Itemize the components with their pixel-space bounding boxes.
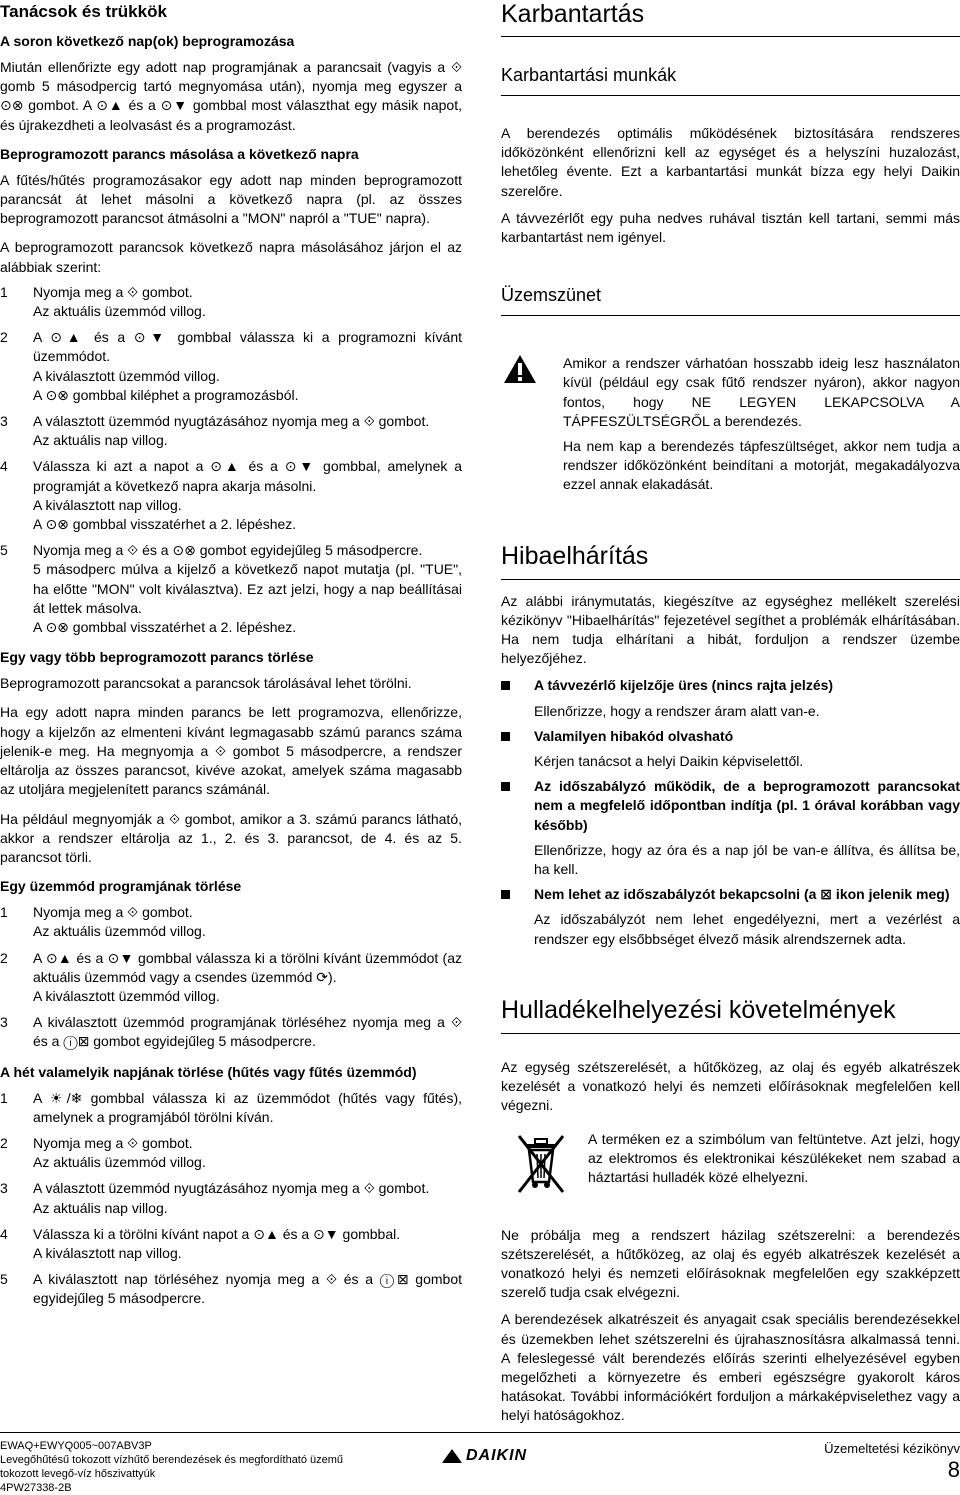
bullet-square-icon (501, 681, 510, 690)
bullet-square-icon (501, 732, 510, 741)
daikin-logo (442, 1447, 527, 1465)
troubleshooting-item-text: Ellenőrizze, hogy az óra és a nap jól be van-e állítva, és állítsa be, ha kell. (534, 841, 960, 878)
footer-desc-1: Levegőhűtésű tokozott vízhűtő berendezések és megfordítható üzemű (0, 1454, 344, 1466)
step-line: A kiválasztott üzemmód villog. (33, 987, 220, 1004)
footer-desc-2: tokozott levegő-víz hőszivattyúk (0, 1468, 156, 1480)
daikin-logo-mark (442, 1449, 462, 1463)
step-line: Nyomja meg a ⟐ gombot. (33, 904, 193, 921)
step-line: A ⊙⊗ gombbal visszatérhet a 2. lépéshez. (33, 619, 297, 636)
step-line: 5 másodperc múlva a kijelző a következő napot mutatja (pl. "TUE", ha előtte "MON" volt kiválasztva). Ez azt jelzi, hogy a nap beállításai át lettek másolva. (33, 561, 462, 616)
step-number: 4 (0, 458, 8, 475)
step-line: Az aktuális nap villog. (33, 432, 168, 449)
disposal-text-2: Ne próbálja meg a rendszert házilag szétszerelni: a berendezés szétszerelését, a hűtőközeg, az olaj és egyéb alkatrészek kezelését a vonatkozó helyi és nemzeti előírásoknak megfelelően egy szakképzett szerelő tudja csak elvégezni. (501, 1226, 960, 1301)
step-item (0, 283, 462, 321)
troubleshooting-item-title: Valamilyen hibakód olvasható (534, 727, 734, 744)
next-day-programming-heading: A soron következő nap(ok) beprogramozása (0, 33, 295, 49)
step-line: Az aktuális üzemmód villog. (33, 923, 206, 940)
step-line: Az aktuális üzemmód villog. (33, 303, 206, 320)
step-line: A kiválasztott nap villog. (33, 496, 182, 513)
troubleshooting-text: Az alábbi iránymutatás, kiegészítve az egységhez mellékelt szerelési kézikönyv "Hibaelhárítás" fejezetével segíthet a problémák elhárításában. Ha nem tudja elhárítani a hibát, forduljon a rendszer üzembe helyezőjéhez. (501, 592, 960, 667)
tips-title: Tanácsok és trükkök (0, 2, 167, 21)
step-item (0, 328, 462, 405)
maintenance-text-1: A berendezés optimális működésének biztosítására rendszeres időközönként ellenőrizni kell az egységet és a helyszíni huzalozást, lehetőleg évente. Ezt a karbantartási munkát bízza egy helyi Daikin szerelőre. (501, 125, 960, 199)
troubleshooting-item-text: Ellenőrizze, hogy a rendszer áram alatt van-e. (534, 702, 820, 719)
step-number: 1 (0, 904, 8, 921)
bullet-square-icon (501, 782, 510, 791)
step-line: Nyomja meg a ⟐ és a ⊙⊗ gombot egyidejűleg 5 másodpercre. (33, 542, 423, 559)
step-item (0, 457, 462, 534)
step-item (0, 1134, 462, 1172)
step-line: A kiválasztott nap villog. (33, 1244, 182, 1261)
step-item (0, 1225, 462, 1263)
shutdown-heading: Üzemszünet (501, 285, 602, 306)
disposal-title: Hulladékelhelyezési követelmények (501, 995, 896, 1024)
step-number: 2 (0, 1134, 8, 1151)
step-item (0, 903, 462, 941)
copy-command-heading: Beprogramozott parancs másolása a következő napra (0, 145, 359, 162)
step-number: 3 (0, 1014, 8, 1031)
step-item (0, 1179, 462, 1217)
step-number: 3 (0, 1180, 8, 1197)
delete-mode-program-heading: Egy üzemmód programjának törlése (0, 878, 242, 895)
troubleshooting-item (501, 777, 960, 879)
step-number: 3 (0, 413, 8, 430)
right-column (501, 0, 960, 1426)
step-line: A ⊙⊗ gombbal visszatérhet a 2. lépéshez. (33, 516, 297, 533)
step-line: A kiválasztott nap törléséhez nyomja meg a ⟐ és a ⓘ⊠ gombot egyidejűleg 5 másodpercre. (33, 1271, 462, 1307)
shutdown-warning (501, 354, 960, 494)
next-day-programming-text: Miután ellenőrizte egy adott nap programjának a parancsait (vagyis a ⟐ gomb 5 másodpercig tartó megnyomása után), nyomja meg egyszer a ⊙⊗ gombot. A ⊙▲ és a ⊙▼ gombbal most választhat egy másik napot, és újrakezdheti a leolvasást és a programozást. (0, 59, 462, 133)
troubleshooting-title: Hibaelhárítás (501, 541, 649, 570)
troubleshooting-item-title: Az időszabályzó működik, de a beprogramozott parancsokat nem a megfelelő időpontban indítja (pl. 1 órával korábban vagy később) (534, 778, 960, 833)
troubleshooting-item-text: Kérjen tanácsot a helyi Daikin képviselettől. (534, 753, 804, 770)
step-line: A kiválasztott üzemmód programjának törléséhez nyomja meg a ⟐ és a ⓘ⊠ gombot egyidejűleg 5 másodpercre. (33, 1014, 462, 1050)
disposal-text-1: Az egység szétszerelését, a hűtőközeg, az olaj és egyéb alkatrészek kezelését a vonatkozó helyi és nemzeti előírásoknak megfelelően kell végezni. (501, 1058, 960, 1114)
weee-text: A terméken ez a szimbólum van feltüntetve. Azt jelzi, hogy az elektromos és elektronikai készülékeket nem szabad a háztartási hulladék közé elhelyezni. (588, 1130, 960, 1185)
step-line: A ⊙⊗ gombbal kiléphet a programozásból. (33, 386, 299, 403)
step-line: A választott üzemmód nyugtázásához nyomja meg a ⟐ gombot. (33, 413, 430, 430)
step-line: A ☀/❄ gombbal válassza ki az üzemmódot (hűtés vagy fűtés), amelynek a programjából törölni kíván. (33, 1089, 462, 1125)
footer-model: EWAQ+EWYQ005~007ABV3P (0, 1440, 152, 1452)
step-item (0, 1013, 462, 1051)
step-line: Nyomja meg a ⟐ gombot. (33, 283, 193, 300)
step-number: 5 (0, 1271, 8, 1288)
delete-day-steps-list (0, 1089, 462, 1309)
delete-day-heading: A hét valamelyik napjának törlése (hűtés vagy fűtés üzemmód) (0, 1063, 417, 1080)
shutdown-warning-text-1: Amikor a rendszer várhatóan hosszabb ideig lesz használaton kívül (például egy csak fűtő rendszer nyáron), akkor nagyon fontos, hogy NE LEGYEN LEKAPCSOLVA A TÁPFESZÜLTSÉGRŐL a berendezés. (563, 355, 960, 429)
step-number: 2 (0, 949, 8, 966)
step-number: 1 (0, 283, 8, 300)
step-line: Válassza ki a törölni kívánt napot a ⊙▲ és a ⊙▼ gombbal. (33, 1225, 401, 1242)
daikin-logo-text: DAIKIN (466, 1447, 528, 1464)
footer-doc-code: 4PW27338-2B (0, 1482, 72, 1494)
troubleshooting-item (501, 727, 960, 771)
bullet-square-icon (501, 890, 510, 899)
page-number: 8 (947, 1457, 960, 1482)
maintenance-text-2: A távvezérlőt egy puha nedves ruhával tisztán kell tartani, semmi más karbantartást nem igényel. (501, 209, 960, 246)
delete-commands-text-3: Ha például megnyomják a ⟐ gombot, amikor a 3. számú parancs látható, akkor a rendszer eltárolja az 1., 2. és 3. parancsot, de 4. és az 5. parancsot törli. (0, 810, 462, 865)
step-line: Válassza ki azt a napot a ⊙▲ és a ⊙▼ gombbal, amelynek a programját a következő napra akarja másolni. (33, 458, 462, 494)
step-item (0, 541, 462, 637)
delete-commands-text-2: Ha egy adott napra minden parancs be lett programozva, ellenőrizze, hogy a kijelzőn az elmenteni kívánt legmagasabb számú parancs száma jelenik-e meg. Ha megnyomja a ⟐ gombot 5 másodpercre, a rendszer eltárolja az összes parancsot, kivéve azokat, amelyek száma magasabb az utoljára megjelenített parancs számánál. (0, 704, 462, 798)
step-line: Az aktuális üzemmód villog. (33, 1154, 206, 1171)
step-number: 1 (0, 1089, 8, 1106)
disposal-text-3: A berendezések alkatrészeit és anyagait csak speciális berendezésekkel és üzemekben lehet szétszerelni és újrahasznosításra alkalmassá tenni. A feleslegessé vált berendezés előírás szerinti elhelyezésével egyben megelőzheti a környezetre és emberi egészségre gyakorolt káros hatásokat. További információkért forduljon a márkaképviselethez vagy a helyi hatóságokhoz. (501, 1311, 960, 1424)
step-line: Nyomja meg a ⟐ gombot. (33, 1134, 193, 1151)
troubleshooting-item (501, 676, 960, 720)
delete-commands-heading: Egy vagy több beprogramozott parancs törlése (0, 649, 314, 666)
step-line: Az aktuális nap villog. (33, 1199, 168, 1216)
delete-mode-steps-list (0, 903, 462, 1051)
maintenance-work-heading: Karbantartási munkák (501, 65, 677, 85)
troubleshooting-item-title: A távvezérlő kijelzője üres (nincs rajta jelzés) (534, 677, 834, 694)
step-item (0, 1089, 462, 1127)
footer-manual-name: Üzemeltetési kézikönyv (824, 1441, 960, 1456)
troubleshooting-item-title: Nem lehet az időszabályzót bekapcsolni (a ⊠ ikon jelenik meg) (534, 886, 950, 903)
shutdown-warning-text-2: Ha nem kap a berendezés tápfeszültséget, akkor nem tudja a rendszer időközönként beindítani a motorját, megakadályozva ezzel annak elakadását. (563, 438, 960, 493)
page-footer (0, 1432, 960, 1495)
step-line: A ⊙▲ és a ⊙▼ gombbal válassza ki a programozni kívánt üzemmódot. (33, 329, 462, 365)
step-number: 4 (0, 1225, 8, 1242)
maintenance-title: Karbantartás (501, 0, 645, 28)
troubleshooting-item-text: Az időszabályzót nem lehet engedélyezni, mert a vezérlést a rendszer egy elsőbbséget élvező másik alrendszernek adta. (534, 911, 960, 947)
troubleshooting-item (501, 885, 960, 949)
step-line: A választott üzemmód nyugtázásához nyomja meg a ⟐ gombot. (33, 1180, 430, 1197)
step-item (0, 949, 462, 1007)
left-column (0, 0, 462, 1316)
copy-steps-list (0, 283, 462, 637)
step-line: A kiválasztott üzemmód villog. (33, 367, 220, 384)
delete-commands-text-1: Beprogramozott parancsokat a parancsok tárolásával lehet törölni. (0, 675, 412, 692)
copy-command-text-1: A fűtés/hűtés programozásakor egy adott nap minden beprogramozott parancsát át lehet másolni a következő napra (pl. az összes beprogramozott parancsot átmásolni a "MON" napról a "TUE" napra). (0, 171, 462, 227)
step-item (0, 412, 462, 450)
step-line: A ⊙▲ és a ⊙▼ gombbal válassza ki a törölni kívánt üzemmódot (az aktuális üzemmód vagy a csendes üzemmód ⟳). (33, 949, 462, 985)
weee-notice (501, 1130, 960, 1200)
copy-command-text-2: A beprogramozott parancsok következő napra másolásához járjon el az alábbiak szerint: (0, 239, 462, 275)
step-number: 2 (0, 329, 8, 346)
warning-icon (503, 354, 537, 384)
step-number: 5 (0, 542, 8, 559)
crossed-bin-icon (511, 1130, 571, 1198)
troubleshooting-list (501, 676, 960, 948)
step-item (0, 1270, 462, 1308)
